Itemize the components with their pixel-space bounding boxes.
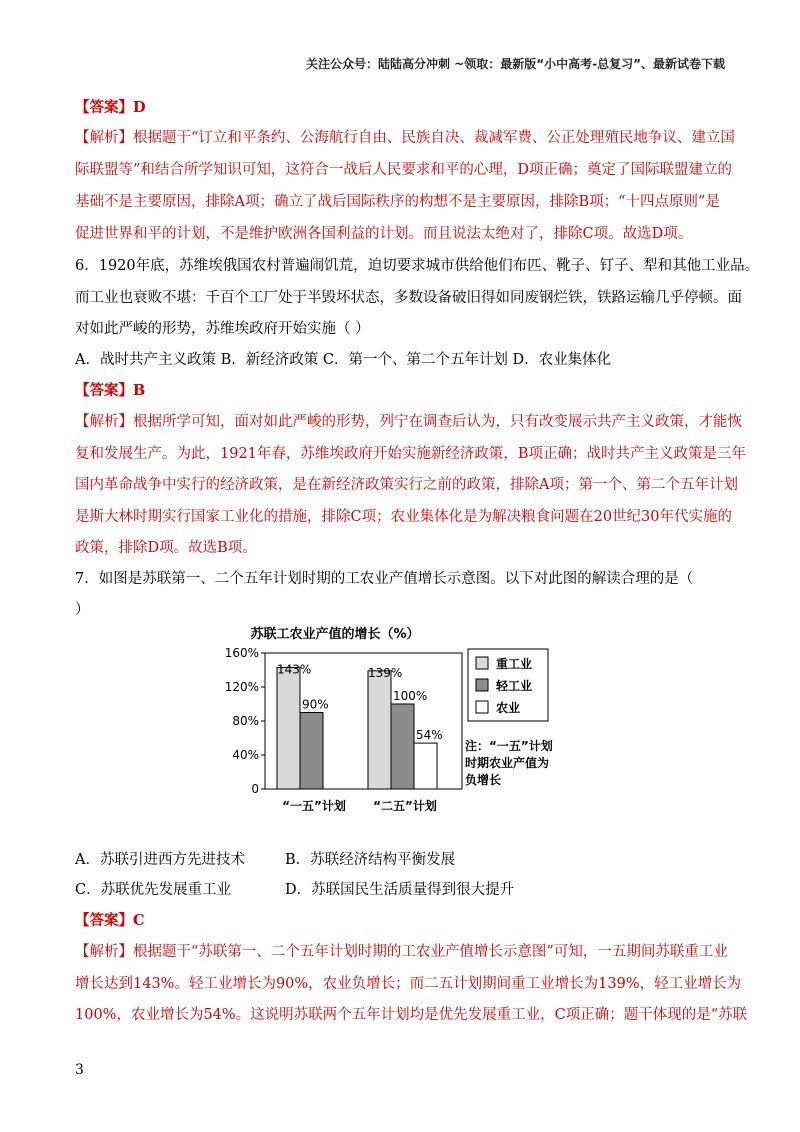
bar-value-label: 90%: [302, 697, 329, 712]
q7-option-b: B．苏联经济结构平衡发展: [285, 852, 456, 868]
chart-note-line: 负增长: [465, 773, 502, 787]
bar-轻工业: [391, 704, 414, 789]
q6-stem-line: 而工业也衰败不堪：千百个工厂处于半毁坏状态，多数设备破旧得如同废钢烂铁，铁路运输几乎停顿。面: [75, 290, 742, 306]
q7-stem-line: 7．如图是苏联第一、二个五年计划时期的工农业产值增长示意图。以下对此图的解读合理的是（: [75, 571, 694, 587]
bar-value-label: 54%: [416, 728, 443, 743]
y-tick-label: 160%: [224, 646, 259, 660]
q5-analysis-line: 基础不是主要原因，排除A项；确立了战后国际秩序的构想不是主要原因，排除B项；“十四点原则”是: [75, 194, 720, 210]
y-tick-label: 0: [251, 782, 259, 796]
q5-analysis-line: 【解析】根据题干“订立和平条约、公海航行自由、民族自决、裁减军费、公正处理殖民地争议、建立国: [75, 130, 735, 146]
q5-answer: 【答案】D: [75, 99, 146, 116]
q6-stem-line: 对如此严峻的形势，苏维埃政府开始实施（ ）: [75, 321, 370, 337]
page-number: 3: [75, 1062, 84, 1078]
legend-swatch: [476, 657, 488, 669]
legend-label: 重工业: [496, 657, 533, 671]
chart-svg: [210, 622, 590, 827]
y-tick-label: 40%: [232, 748, 259, 762]
q6-analysis-line: 国内革命战争中实行的经济政策，是在新经济政策实行之前的政策，排除A项；第一个、第二个五年计划: [75, 477, 738, 493]
q7-option-c: C．苏联优先发展重工业: [75, 882, 232, 898]
legend-label: 轻工业: [496, 679, 533, 693]
bar-chart: [210, 622, 590, 827]
q6-options: A．战时共产主义政策 B．新经济政策 C．第一个、第二个五年计划 D．农业集体化: [75, 352, 612, 368]
bar-value-label: 100%: [393, 689, 428, 703]
q7-analysis-line: 100%，农业增长为54%。这说明苏联两个五年计划均是优先发展重工业，C项正确；题干体现的是“苏联: [75, 1007, 748, 1023]
bar-轻工业: [300, 713, 323, 790]
bar-农业: [414, 743, 437, 789]
legend-label: 农业: [496, 701, 521, 715]
q6-analysis-line: 复和发展生产。为此，1921年春，苏维埃政府开始实施新经济政策，B项正确；战时共产主义政策是三年: [75, 446, 747, 462]
bar-重工业: [277, 667, 300, 789]
legend-swatch: [476, 701, 488, 713]
q7-answer: 【答案】C: [75, 912, 145, 929]
q6-analysis-line: 【解析】根据所学可知，面对如此严峻的形势，列宁在调查后认为，只有改变展示共产主义政策，才能恢: [75, 414, 742, 430]
chart-note-line: 时期农业产值为: [465, 756, 550, 770]
x-category-label: “二五”计划: [373, 799, 437, 813]
q7-option-d: D．苏联国民生活质量得到很大提升: [285, 882, 515, 898]
q6-analysis-line: 政策，排除D项。故选B项。: [75, 540, 257, 556]
q6-answer: 【答案】B: [75, 382, 146, 399]
legend-swatch: [476, 679, 488, 691]
bar-value-label: 139%: [368, 665, 403, 680]
chart-note-line: 注：“一五”计划: [465, 739, 553, 753]
y-tick-label: 80%: [232, 714, 259, 728]
chart-title: 苏联工农业产值的增长（%）: [250, 627, 420, 642]
q5-analysis-line: 促进世界和平的计划，不是维护欧洲各国利益的计划。而且说法太绝对了，排除C项。故选D项。: [75, 226, 693, 242]
q7-analysis-line: 增长达到143%。轻工业增长为90%，农业负增长；而二五计划期间重工业增长为139%，轻工业增长为: [75, 976, 742, 992]
y-tick-label: 120%: [224, 680, 259, 694]
q7-stem-line: ）: [75, 602, 90, 618]
bar-value-label: 143%: [277, 662, 312, 677]
q7-option-a: A．苏联引进西方先进技术: [75, 852, 245, 868]
q5-analysis-line: 际联盟等”和结合所学知识可知，这符合一战后人民要求和平的心理，D项正确；奠定了国际联盟建立的: [75, 162, 733, 178]
page-header: 关注公众号：陆陆高分冲刺 ~领取：最新版“小中高考-总复习”、最新试卷下载: [306, 57, 725, 71]
q6-stem-line: 6．1920年底，苏维埃俄国农村普遍闹饥荒，迫切要求城市供给他们布匹、靴子、钉子、犁和其他工业品。: [75, 258, 760, 274]
x-category-label: “一五”计划: [282, 799, 346, 813]
bar-重工业: [368, 671, 391, 789]
q6-analysis-line: 是斯大林时期实行国家工业化的措施，排除C项；农业集体化是为解决粮食问题在20世纪30年代实施的: [75, 509, 732, 525]
q7-analysis-line: 【解析】根据题干“苏联第一、二个五年计划时期的工农业产值增长示意图”可知，一五期间苏联重工业: [75, 944, 728, 960]
